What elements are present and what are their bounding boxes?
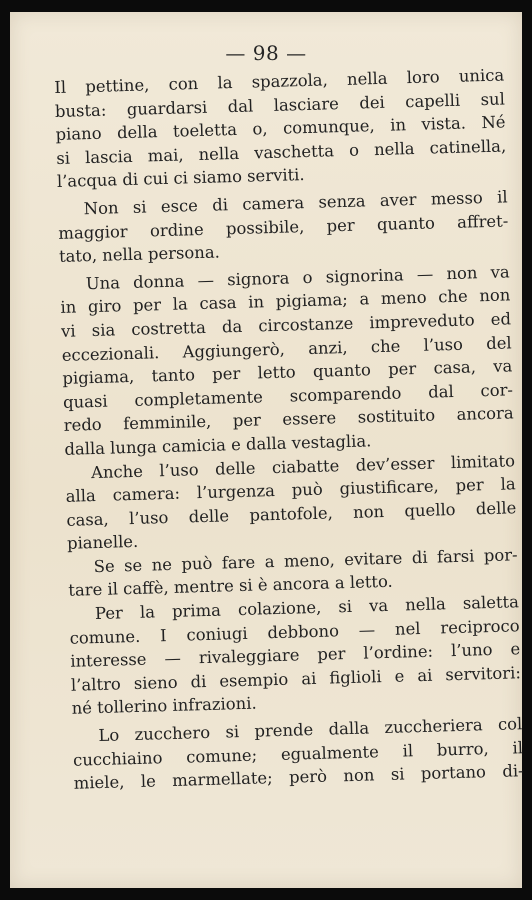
text-line: alla camera: l’urgenza può giustificare, per la — [65, 474, 516, 506]
text-line: si lascia mai, nella vaschetta o nella catinella, — [56, 136, 507, 168]
text-line: Il pettine, con la spazzola, nella loro unica — [54, 65, 505, 97]
text-line: pianelle. — [66, 532, 139, 554]
text-line: Per la prima colazione, si va nella saletta — [94, 592, 520, 624]
text-line: Non si esce di camera senza aver messo il — [83, 187, 508, 219]
text-line: né tollerino infrazioni. — [71, 694, 257, 719]
text-line: maggior ordine possibile, per quanto affret- — [58, 210, 509, 243]
text-line: miele, le marmellate; però non si portano di- — [73, 761, 524, 793]
body-text — [54, 63, 524, 795]
text-line: redo femminile, per essere sostituito ancora — [63, 403, 514, 436]
text-line: comune. I coniugi debbono — nel reciproco — [69, 615, 520, 648]
page-number: — 98 — — [225, 41, 307, 65]
text-line: Se se ne può fare a meno, evitare di farsi por- — [93, 545, 518, 576]
text-line: tato, nella persona. — [58, 242, 221, 267]
text-line: in giro per la casa in pigiama; a meno che non — [60, 285, 511, 318]
text-line: pigiama, tanto per letto quanto per casa, va — [62, 356, 513, 389]
text-line: quasi completamente scomparendo dal cor- — [62, 380, 514, 412]
text-line: tare il caffè, mentre si è ancora a letto. — [68, 572, 394, 601]
text-line: cucchiaino comune; egualmente il burro, il — [72, 737, 524, 770]
text-line: vi sia costretta da circostanze impreveduto ed — [60, 309, 512, 341]
text-line: l’altro sieno di esempio ai figlioli e ai servitori: — [70, 663, 522, 695]
text-line: l’acqua di cui ci siamo serviti. — [56, 165, 305, 192]
text-line: Anche l’uso delle ciabatte dev’esser limitato — [90, 450, 516, 482]
text-line: piano della toeletta o, comunque, in vista. Né — [55, 112, 506, 145]
text-line: eccezionali. Aggiungerò, anzi, che l’uso del — [61, 332, 512, 365]
text-line: casa, l’uso delle pantofole, non quello delle — [66, 497, 517, 530]
book-page — [10, 12, 522, 888]
text-line: interesse — rivaleggiare per l’ordine: l’uno e — [70, 639, 521, 672]
text-line: Lo zucchero si prende dalla zuccheriera col — [98, 714, 523, 746]
text-line: dalla lunga camicia e dalla vestaglia. — [64, 431, 372, 459]
text-line: busta: guardarsi dal lasciare dei capelli sul — [54, 89, 506, 121]
text-line: Una donna — signora o signorina — non va — [85, 262, 510, 293]
